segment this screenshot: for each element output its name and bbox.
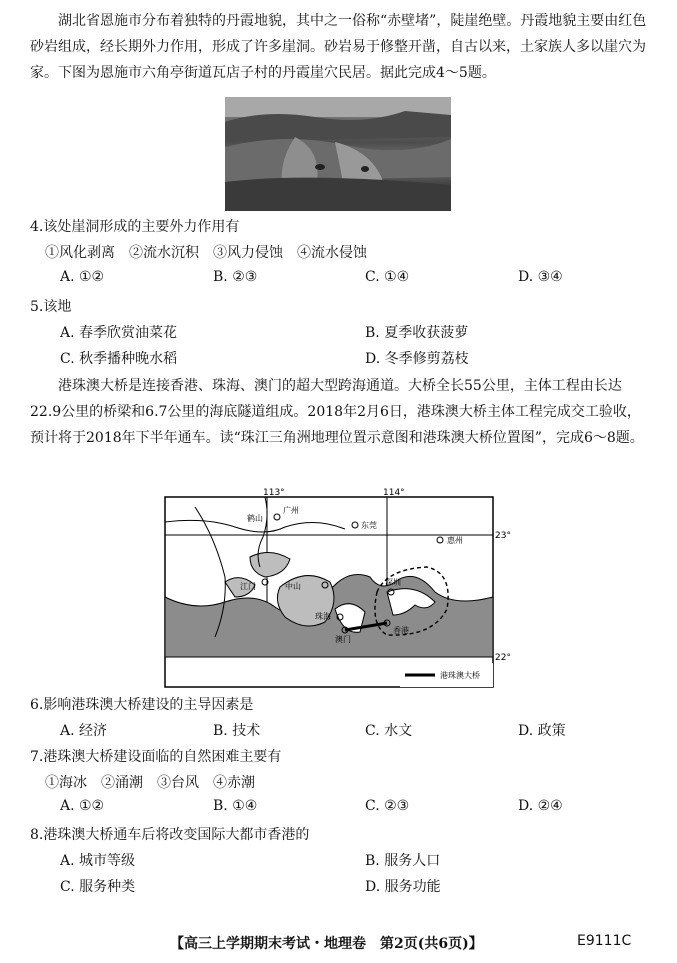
q4-option-d[interactable]: D. ③④ xyxy=(518,269,563,285)
city-label-zhuhai: 珠海 xyxy=(315,612,331,621)
q6-stem: 6.影响港珠澳大桥建设的主导因素是 xyxy=(30,697,254,713)
intro-paragraph-2: 港珠澳大桥是连接香港、珠海、澳门的超大型跨海通道。大桥全长55公里，主体工程由长达22.9公里的桥梁和6.7公里的海底隧道组成。2018年2月6日，港珠澳大桥主体工程完成交工验收，预计将于2018年下半年通车。读“珠江三角洲地理位置示意图和港珠澳大桥位置图”，完成6～8题。 xyxy=(30,378,644,446)
lon-label-114: 114° xyxy=(383,488,405,498)
page-footer: 【高三上学期期末考试・地理卷 第2页(共6页)】 xyxy=(170,936,483,952)
lat-label-23: 23° xyxy=(495,531,511,541)
exam-code: E9111C xyxy=(577,933,632,949)
q8-stem: 8.港珠澳大桥通车后将改变国际大都市香港的 xyxy=(30,827,310,843)
q7-stem: 7.港珠澳大桥建设面临的自然困难主要有 xyxy=(30,749,282,765)
city-label-jiangmen: 江门 xyxy=(240,582,256,591)
city-label-shenzhen: 深圳 xyxy=(385,578,401,587)
q5-option-d[interactable]: D. 冬季修剪荔枝 xyxy=(365,351,469,367)
q4-option-c[interactable]: C. ①④ xyxy=(365,269,410,285)
q6-option-c[interactable]: C. 水文 xyxy=(365,723,413,739)
q6-option-d[interactable]: D. 政策 xyxy=(518,723,566,739)
q4-items: ①风化剥离 ②流水沉积 ③风力侵蚀 ④流水侵蚀 xyxy=(45,245,367,261)
city-label-guangzhou: 广州 xyxy=(283,506,299,515)
city-label-macao: 澳门 xyxy=(335,635,351,644)
q7-option-d[interactable]: D. ②④ xyxy=(518,798,563,814)
q7-option-c[interactable]: C. ②③ xyxy=(365,798,410,814)
city-label-heshan: 鹤山 xyxy=(247,514,263,523)
city-label-huizhou: 惠州 xyxy=(447,536,463,545)
intro-paragraph-1: 湖北省恩施市分布着独特的丹霞地貌，其中之一俗称“赤壁堵”，陡崖绝壁。丹霞地貌主要由红色砂岩组成，经长期外力作用，形成了许多崖洞。砂岩易于修整开凿，自古以来，土家族人多以崖穴为家。下图为恩施市六角亭街道瓦店子村的丹霞崖穴民居。据此完成4～5题。 xyxy=(30,13,647,81)
city-label-zhongshan: 中山 xyxy=(285,582,301,591)
q7-option-a[interactable]: A. ①② xyxy=(60,798,105,814)
q7-option-b[interactable]: B. ①④ xyxy=(213,798,258,814)
q6-option-a[interactable]: A. 经济 xyxy=(60,723,108,739)
q5-option-a[interactable]: A. 春季欣赏油菜花 xyxy=(60,325,178,341)
q4-option-b[interactable]: B. ②③ xyxy=(213,269,258,285)
q4-stem: 4.该处崖洞形成的主要外力作用有 xyxy=(30,219,240,235)
city-label-dongguan: 东莞 xyxy=(361,521,377,530)
q6-option-b[interactable]: B. 技术 xyxy=(213,723,261,739)
q5-option-b[interactable]: B. 夏季收获菠萝 xyxy=(365,325,469,341)
lon-label-113: 113° xyxy=(263,488,285,498)
q4-option-a[interactable]: A. ①② xyxy=(60,269,105,285)
q8-option-b[interactable]: B. 服务人口 xyxy=(365,853,441,869)
q8-option-a[interactable]: A. 城市等级 xyxy=(60,853,136,869)
q8-option-d[interactable]: D. 服务功能 xyxy=(365,879,441,895)
q8-option-c[interactable]: C. 服务种类 xyxy=(60,879,136,895)
pearl-river-delta-map xyxy=(165,488,511,687)
lat-label-22: 22° xyxy=(495,653,511,663)
legend-bridge-label: 港珠澳大桥 xyxy=(440,671,480,680)
danxia-cliff-photo xyxy=(225,97,451,211)
q7-items: ①海冰 ②涌潮 ③台风 ④赤潮 xyxy=(45,775,255,791)
q5-option-c[interactable]: C. 秋季播种晚水稻 xyxy=(60,351,178,367)
city-label-hongkong: 香港 xyxy=(393,626,409,635)
q5-stem: 5.该地 xyxy=(30,299,72,315)
